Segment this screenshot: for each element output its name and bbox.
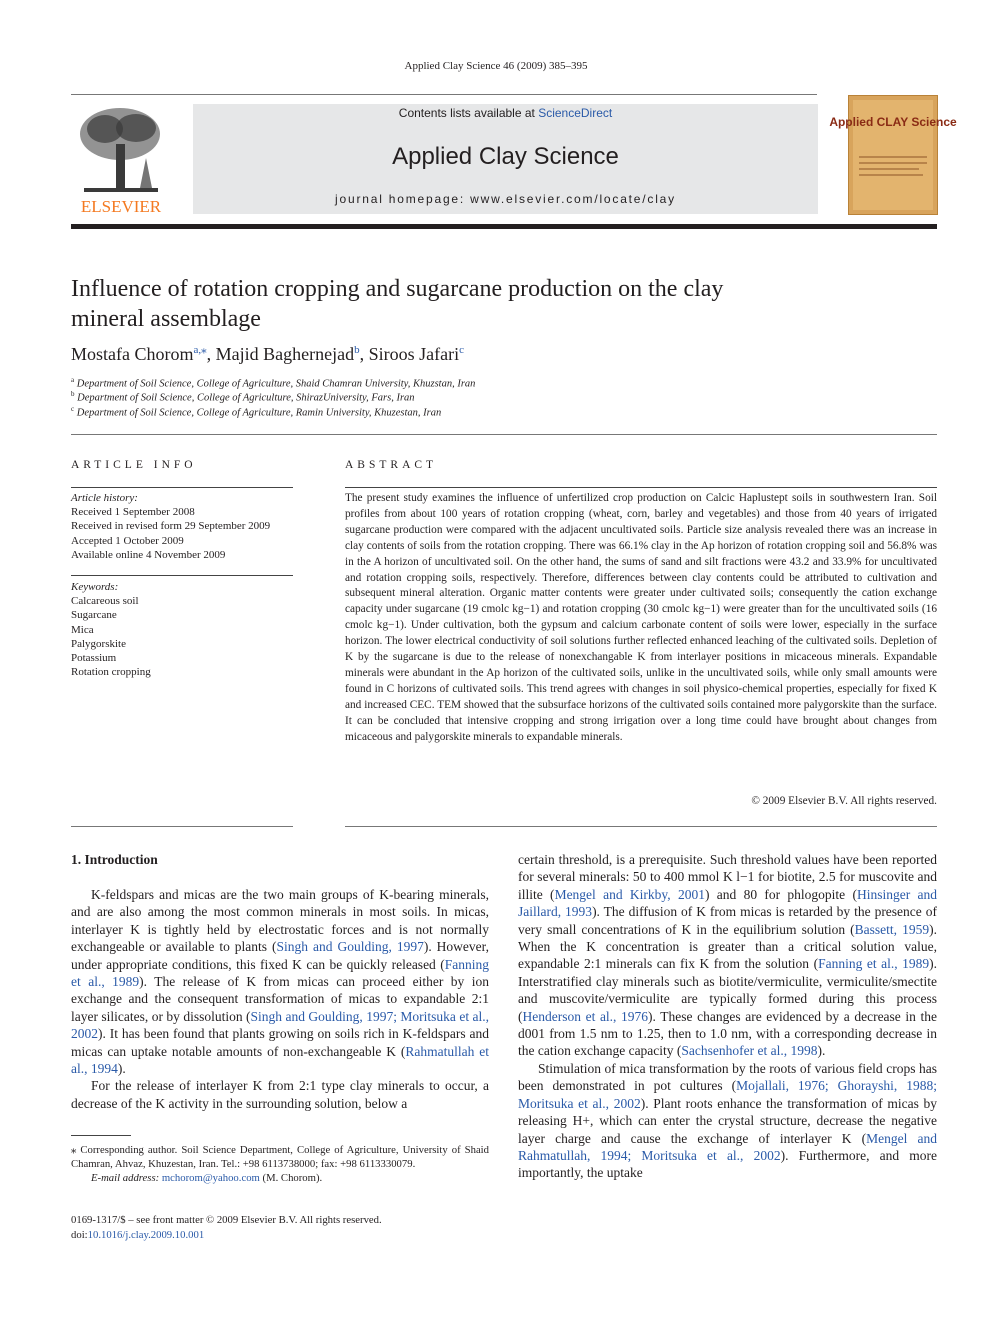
- paragraph-text: ). Furthermore, and more importantly, the uptake: [518, 1147, 937, 1181]
- corresponding-author-footnote: ⁎ Corresponding author. Soil Science Department, College of Agriculture, University of Shaid Chamran, Ahvaz, Khuzestan, Iran. Tel.: +98 6113738000; fax: +98 6113330079. E-mail address: mchorom@yahoo.com (M. Chorom).: [71, 1144, 489, 1185]
- history-label: Article history:: [71, 492, 138, 504]
- citation-link[interactable]: Henderson et al., 1976: [522, 1008, 649, 1024]
- keywords-label: Keywords:: [71, 581, 119, 593]
- citation-link[interactable]: Mengel and Rahmatullah, 1994; Moritsuka et al., 2002: [518, 1130, 937, 1163]
- citation-link[interactable]: Mojallali, 1976; Ghorayshi, 1988; Moritsuka et al., 2002: [518, 1078, 937, 1111]
- history-item: Received in revised form 29 September 2009: [71, 520, 271, 533]
- article-info-heading: ARTICLE INFO: [71, 459, 197, 471]
- paragraph-text: ). When the K concentration is greater than a critical solution value, expandable 2:1 minerals can fix K from the solution (: [518, 921, 938, 972]
- citation-link[interactable]: Singh and Goulding, 1997; Moritsuka et al., 2002: [71, 1008, 490, 1042]
- cover-art: [829, 96, 957, 214]
- keyword: Sugarcane: [71, 609, 117, 622]
- citation-link[interactable]: Sachsenhofer et al., 1998: [681, 1043, 818, 1059]
- abstract-rule: [345, 487, 937, 488]
- keyword: Calcareous soil: [71, 595, 139, 608]
- citation-link[interactable]: Fanning et al., 1989: [71, 956, 489, 990]
- paragraph-text: ). The release of K from micas can proceed either by ion exchange and the consequent transformation of micas to expandable 2:1 layer silicates, or by dissolution (: [71, 974, 489, 1024]
- citation-link[interactable]: Mengel and Kirkby, 2001: [554, 886, 705, 902]
- paragraph-text: Stimulation of mica transformation by the roots of various field crops has been demonstrated in pot cultures (: [518, 1060, 937, 1094]
- keyword: Mica: [71, 623, 94, 636]
- history-item: Received 1 September 2008: [71, 506, 195, 519]
- intro-paragraph: [518, 1060, 937, 1182]
- author-affiliation-link[interactable]: a,⁎: [193, 344, 207, 356]
- info-rule: [71, 575, 293, 576]
- doi-line: doi:10.1016/j.clay.2009.10.001: [71, 1229, 205, 1241]
- paragraph-text: ). Interstratified clay minerals such as biotite/vermiculite, vermiculite/smectite and muscovite/vermiculite are typically formed during this process (: [518, 956, 937, 1024]
- affiliation: $^b$ Department of Soil Science, College of Agriculture, ShirazUniversity, Fars, Iran: [71, 390, 415, 404]
- paragraph-text: ).: [817, 1043, 826, 1059]
- cover-title: Applied CLAY Science: [829, 115, 957, 129]
- issn-line: 0169-1317/$ – see front matter © 2009 Elsevier B.V. All rights reserved.: [71, 1214, 382, 1226]
- paragraph-text: ). However, under appropriate conditions, this fixed K can be quickly released (: [71, 939, 489, 972]
- elsevier-tree-logo[interactable]: [70, 104, 172, 216]
- paragraph-text: ) and 80 for phlogopite (: [704, 886, 857, 902]
- footnote-rule: [71, 1135, 131, 1136]
- paragraph-text: K-feldspars and micas are the two main groups of K-bearing minerals, and are also among the most common minerals in most soils. In micas, interlayer K is tightly held by electrostatic forces and is not normally exchangeable or available to plants (: [71, 887, 489, 955]
- paragraph-text: ). Plant roots enhance the transformation of micas by releasing H+, which can enter the crystal structure, decrease the negative layer charge and cause the exchange of interlayer K (: [518, 1095, 937, 1146]
- left-column: [71, 886, 489, 1112]
- affiliation: $^c$ Department of Soil Science, College of Agriculture, Ramin University, Khuzestan, Iran: [71, 405, 442, 419]
- introduction-heading: 1. Introduction: [71, 852, 158, 867]
- paragraph-text: ).: [117, 1061, 126, 1077]
- info-rule: [71, 487, 293, 488]
- intro-paragraph: [518, 851, 937, 1060]
- sciencedirect-link[interactable]: ScienceDirect: [538, 106, 613, 120]
- abstract-text: The present study examines the influence of unfertilized crop production on Calcic Haplustept soils in southwestern Iran. Soil profiles from about 100 years of rotation cropping (wheat, corn, barley and vegetables) and those from 40 years of irrigated sugarcane production were compared with the adjacent uncultivated soils. Particle size analysis revealed there was an increase in clay contents of soils from the rotation cropping. There was 66.1% clay in the Ap horizon of rotation cropping soil and 56.8% was in the A horizon of uncultivated soil. On the other hand, the sums of sand and silt fractions were 43.2 and 33.9% for uncultivated and rotation cropping soils, respectively. Therefore, differences between clay contents could be attributed to cultivation and subsequent mineral alteration. Organic matter contents were greater under cultivated soils; consequently the cation exchange capacity under sugarcane (19 cmolc kg−1) and rotation cropping (30 cmolc kg−1) were greater than for the uncultivated soils (16 cmolc kg−1). Under cultivation, both the gypsum and calcium carbonate content of soils were lower, especially in the surface horizon. The lower electrical conductivity of soil solutions further reflected enhanced leaching of the cultivated soils. Depletion of K by the sugarcane is due to the release of nonexchangable K from interlayer positions in micaceous minerals. Expandable minerals were abundant in the Ap horizon of the cultivated soils, unlike in the uncultivated soils, while only small amounts were found in C horizons of cultivated soils. This trend agrees with changes in soil physico-chemical properties, especially for fixed K and increased CEC. TEM showed that the subsurface horizons of the cultivated soils contained more palygorskite than the surface. It can be concluded that intensive cropping and strong irrigation over a long time could have brought about changes from micaceous and palygorskite minerals to expandable minerals.: [345, 492, 937, 743]
- paragraph-text: ). These changes are evidenced by a decrease in the d001 from 1.5 nm to 1.25, then to 1.0 nm, with a corresponding decrease in the cation exchange capacity (: [518, 1008, 938, 1059]
- section-rule: [71, 434, 937, 435]
- citation-link[interactable]: Bassett, 1959: [854, 921, 930, 937]
- keywords-list: [71, 580, 151, 679]
- header-thick-rule: [71, 224, 937, 229]
- right-column: [518, 851, 937, 1182]
- elsevier-wordmark: ELSEVIER: [80, 197, 162, 216]
- history-item: Accepted 1 October 2009: [71, 534, 184, 547]
- citation-link[interactable]: Hinsinger and Jaillard, 1993: [518, 886, 938, 920]
- affiliation: $^a$ Department of Soil Science, College of Agriculture, Shaid Chamran University, Khuzstan, Iran: [71, 376, 476, 390]
- abstract-copyright: © 2009 Elsevier B.V. All rights reserved.: [751, 795, 937, 807]
- paragraph-text: ). It has been found that plants growing on soils rich in K-feldspars and micas can uptake notable amounts of non-exchangeable K (: [71, 1026, 489, 1059]
- intro-paragraph: For the release of interlayer K from 2:1 type clay minerals to occur, a decrease of the K activity in the surrounding solution, below a: [71, 1078, 489, 1111]
- author-list: Mostafa Chorom$^{a,⁎}$, Majid Baghernejad$^b$, Siroos Jafari$^c$: [71, 344, 464, 364]
- keyword: Potassium: [71, 652, 117, 665]
- abstract-end-rule: [345, 826, 937, 827]
- journal-title: Applied Clay Science: [392, 143, 619, 170]
- citation-link[interactable]: Singh and Goulding, 1997: [276, 939, 424, 955]
- history-item: Available online 4 November 2009: [71, 548, 226, 561]
- citation-link[interactable]: Fanning et al., 1989: [818, 956, 930, 972]
- info-end-rule: [71, 826, 293, 827]
- author-affiliation-link[interactable]: c: [459, 344, 464, 356]
- author-affiliation-link[interactable]: b: [354, 344, 360, 356]
- journal-cover-thumbnail[interactable]: [829, 95, 957, 215]
- paragraph-text: certain threshold, is a prerequisite. Such threshold values have been reported for several minerals: 50 to 400 mmol K l−1 for biotite, 2.5 for muscovite and illite (: [518, 852, 937, 902]
- author-name: Siroos Jafari: [368, 344, 460, 364]
- journal-homepage[interactable]: journal homepage: www.elsevier.com/locate/clay: [335, 192, 676, 206]
- intro-paragraph: [71, 886, 489, 1077]
- keyword: Palygorskite: [71, 637, 126, 650]
- title-line-1: Influence of rotation cropping and sugarcane production on the clay: [71, 276, 724, 302]
- title-line-2: mineral assemblage: [71, 306, 261, 332]
- header-rule: [71, 94, 817, 95]
- author-name: Majid Baghernejad: [215, 344, 355, 364]
- author-name: Mostafa Chorom: [71, 344, 194, 364]
- front-matter-footer: [71, 1213, 382, 1243]
- author-email-link[interactable]: mchorom@yahoo.com: [161, 1172, 260, 1185]
- journal-reference: Applied Clay Science 46 (2009) 385–395: [404, 60, 588, 72]
- keyword: Rotation cropping: [71, 666, 151, 679]
- paragraph-text: ). The diffusion of K from micas is retarded by the presence of very small concentrations of K in the equilibrium solution (: [518, 904, 937, 937]
- article-history: [71, 491, 270, 562]
- citation-link[interactable]: Rahmatullah et al., 1994: [71, 1043, 489, 1077]
- abstract-heading: ABSTRACT: [345, 459, 438, 471]
- doi-link[interactable]: 10.1016/j.clay.2009.10.001: [87, 1229, 205, 1241]
- contents-line: Contents lists available at ScienceDirect: [398, 106, 613, 120]
- article-title: [71, 274, 851, 334]
